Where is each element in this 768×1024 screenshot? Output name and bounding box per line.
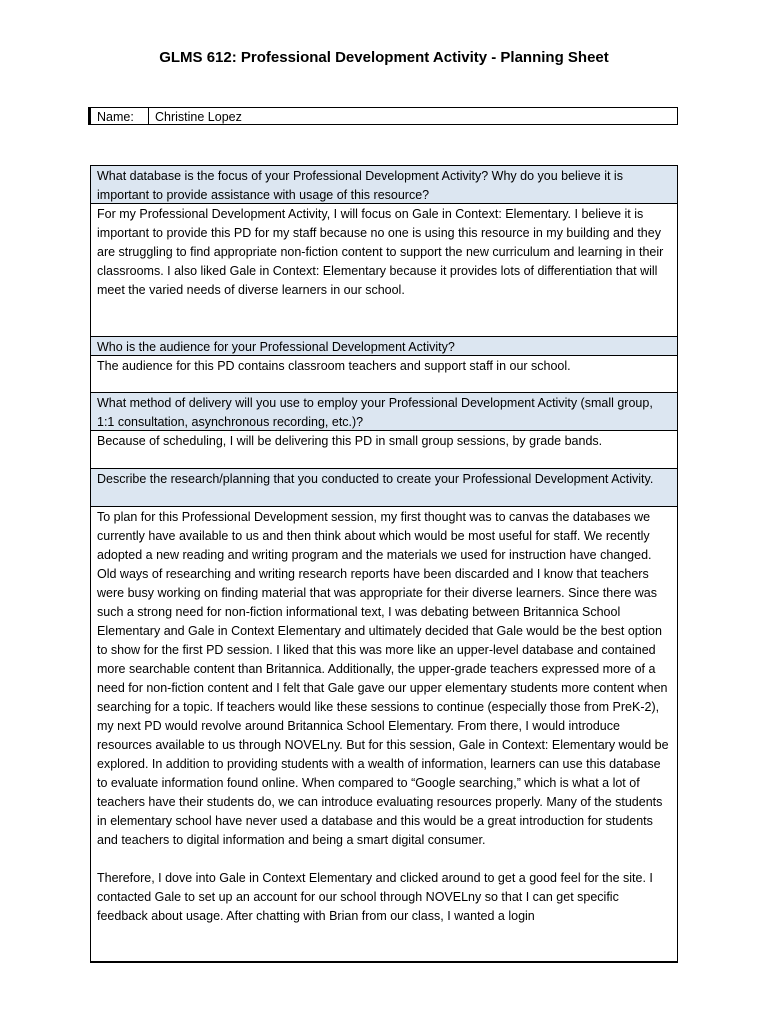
name-row — [88, 107, 678, 125]
question-research-planning: Describe the research/planning that you conducted to create your Professional Development Activity. — [91, 469, 677, 507]
answer-paragraph: To plan for this Professional Development session, my first thought was to canvas the databases we currently have available to us and then think about which would be most useful for staff. We recently adopted a new reading and writing program and the materials we used for instruction have changed. Old ways of researching and writing research reports have been discarded and I know that teachers were busy working on finding material that was appropriate for their diverse learners. Since there was such a strong need for non-fiction informational text, I was debating between Britannica School Elementary and Gale in Context Elementary and ultimately decided that Gale would be the best option to show for the first PD session. I liked that this was more like an upper-level database and contained more searchable content than Britannica. Additionally, the upper-grade teachers expressed more of a need for non-fiction content and I felt that Gale gave our upper elementary students more content when searching for a topic. If teachers would like these sessions to continue (especially those from PreK-2), my next PD would revolve around Britannica School Elementary. From there, I would introduce resources available to us through NOVELny. But for this session, Gale in Context: Elementary would be explored. In addition to providing students with a wealth of information, learners can use this database to evaluate information found online. When compared to “Google searching,” which is what a lot of teachers have their students do, we can introduce evaluating resources properly. Many of the students in elementary school have never used a database and this would be a great introduction for students and teachers to digital information and being a smart digital consumer. — [97, 510, 669, 847]
answer-paragraph: The audience for this PD contains classroom teachers and support staff in our school. — [97, 359, 571, 373]
name-label: Name: — [91, 108, 149, 124]
answer-paragraph: Therefore, I dove into Gale in Context Elementary and clicked around to get a good feel for the site. I contacted Gale to set up an account for our school through NOVELny so that I can get specific feedback about usage. After chatting with Brian from our class, I wanted a login — [97, 871, 653, 923]
question-delivery-method: What method of delivery will you use to employ your Professional Development Activity (small group, 1:1 consultation, asynchronous recording, etc.)? — [91, 393, 677, 431]
question-database-focus: What database is the focus of your Professional Development Activity? Why do you believe it is important to provide assistance with usage of this resource? — [91, 166, 677, 204]
answer-delivery-method — [91, 431, 677, 469]
answer-audience — [91, 356, 677, 393]
answer-paragraph: For my Professional Development Activity, I will focus on Gale in Context: Elementary. I believe it is important to provide this PD for my staff because no one is using this resource in my building and they are struggling to find appropriate non-fiction content to support the new curriculum and learning in their classrooms. I also liked Gale in Context: Elementary because it provides lots of differentiation that will meet the varied needs of diverse learners in our school. — [97, 207, 664, 297]
page-title: GLMS 612: Professional Development Activity - Planning Sheet — [159, 49, 609, 66]
answer-paragraph: Because of scheduling, I will be delivering this PD in small group sessions, by grade bands. — [97, 434, 603, 448]
answer-database-focus — [91, 204, 677, 337]
planning-table — [90, 165, 678, 963]
answer-research-planning — [91, 507, 677, 963]
question-audience: Who is the audience for your Professional Development Activity? — [91, 337, 677, 356]
name-value: Christine Lopez — [155, 110, 242, 124]
